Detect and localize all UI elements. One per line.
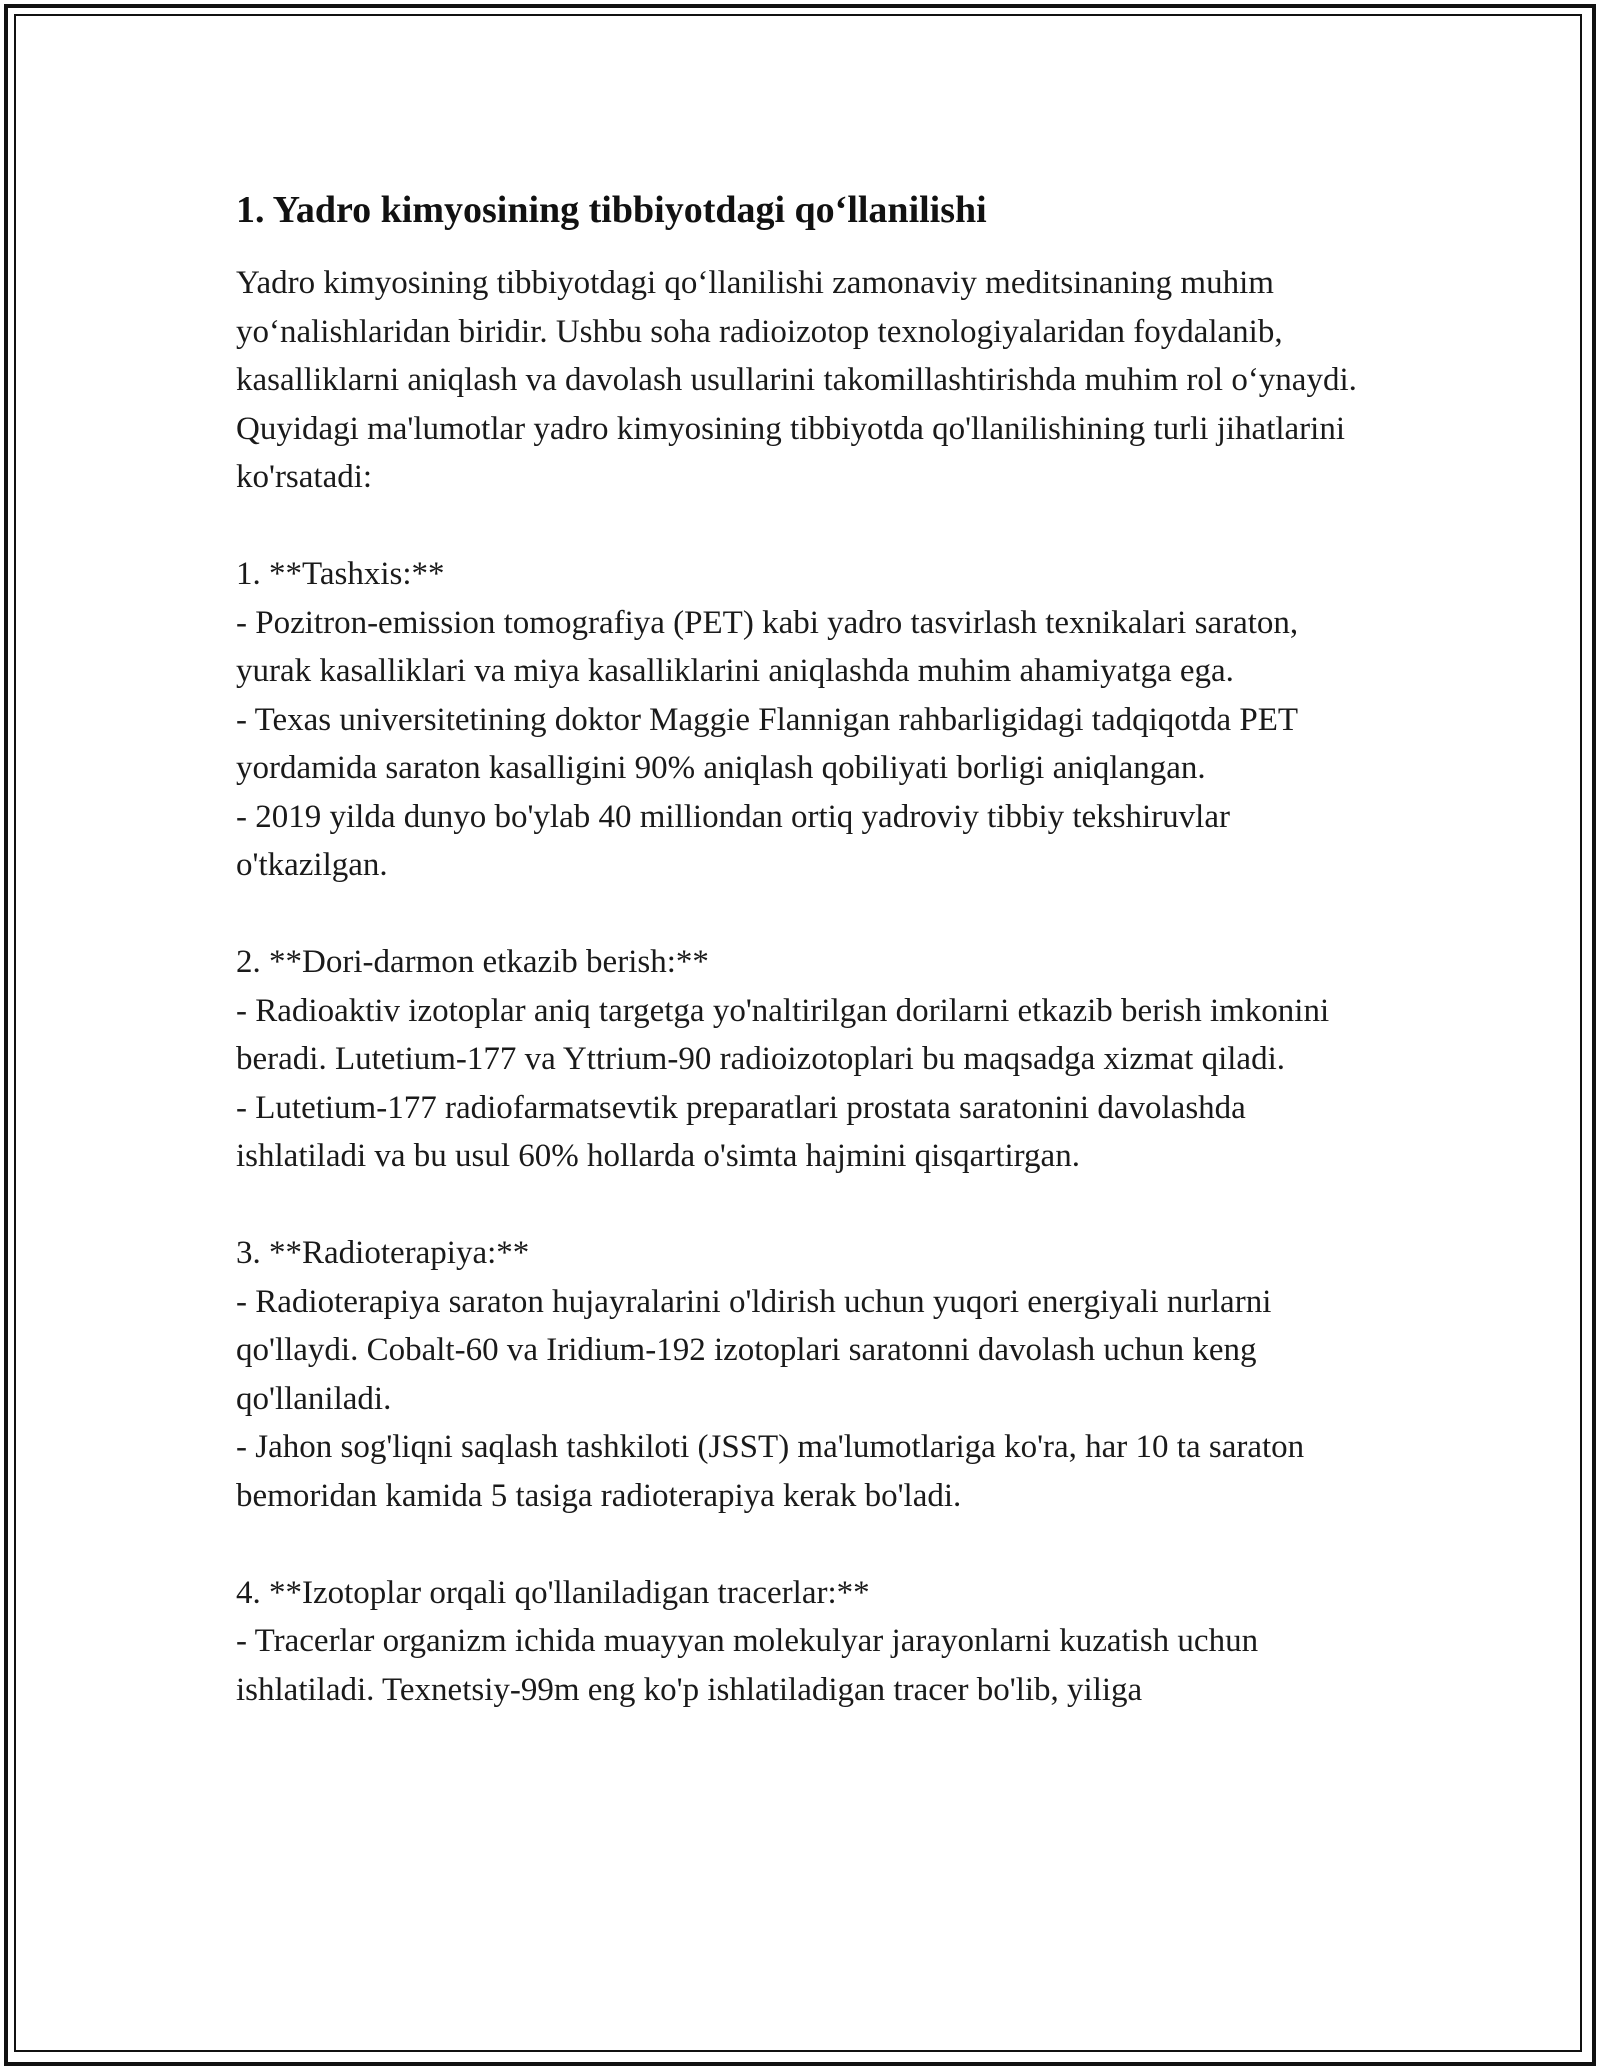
bullet-item: - Texas universitetining doktor Maggie Flannigan rahbarligidagi tadqiqotda PET yordamida saraton kasalligini 90% aniqlash qobiliyati borligi aniqlangan. [236,701,1298,787]
intro-paragraph: Yadro kimyosining tibbiyotdagi qo‘llanilishi zamonaviy meditsinaning muhim yo‘nalishlaridan biridir. Ushbu soha radioizotop texnologiyalaridan foydalanib, kasalliklarni aniqlash va davolash usullarini takomillashtirishda muhim rol o‘ynaydi. Quyidagi ma'lumotlar yadro kimyosining tibbiyotda qo'llanilishining turli jihatlarini ko'rsatadi: [236,265,1357,496]
section-title: 4. **Izotoplar orqali qo'llaniladigan tracerlar:** [236,1574,870,1611]
bullet-item: - Radioterapiya saraton hujayralarini o'ldirish uchun yuqori energiyali nurlarni qo'llaydi. Cobalt-60 va Iridium-192 izotoplari saratonni davolash uchun keng qo'llaniladi. [236,1283,1272,1417]
section-radiotherapy [236,1229,1366,1520]
spacer [236,1520,1366,1569]
bullet-item: - Lutetium-177 radiofarmatsevtik preparatlari prostata saratonini davolashda ishlatiladi va bu usul 60% hollarda o'simta hajmini qisqartirgan. [236,1089,1246,1175]
spacer [236,1181,1366,1230]
bullet-item: - 2019 yilda dunyo bo'ylab 40 milliondan ortiq yadroviy tibbiy tekshiruvlar o'tkazilgan. [236,798,1230,884]
section-diagnosis [236,550,1366,890]
section-tracers [236,1569,1366,1715]
section-title: 3. **Radioterapiya:** [236,1235,530,1272]
section-title: 1. **Tashxis:** [236,556,445,593]
bullet-item: - Pozitron-emission tomografiya (PET) kabi yadro tasvirlash texnikalari saraton, yurak kasalliklari va miya kasalliklarini aniqlashda muhim ahamiyatga ega. [236,604,1299,690]
section-heading: 1. Yadro kimyosining tibbiyotdagi qo‘llanilishi [236,189,987,231]
spacer [236,502,1366,551]
section-drug-delivery [236,938,1366,1181]
bullet-item: - Radioaktiv izotoplar aniq targetga yo'naltirilgan dorilarni etkazib berish imkonini beradi. Lutetium-177 va Yttrium-90 radioizotoplari bu maqsadga xizmat qiladi. [236,992,1330,1078]
document-body [236,186,1366,1714]
bullet-item: - Tracerlar organizm ichida muayyan molekulyar jarayonlarni kuzatish uchun ishlatiladi. Texnetsiy-99m eng ko'p ishlatiladigan tracer bo'lib, yiliga [236,1623,1259,1708]
spacer [236,890,1366,939]
bullet-item: - Jahon sog'liqni saqlash tashkiloti (JSST) ma'lumotlariga ko'ra, har 10 ta saraton bemoridan kamida 5 tasiga radioterapiya kerak bo'ladi. [236,1429,1305,1514]
section-title: 2. **Dori-darmon etkazib berish:** [236,944,709,981]
